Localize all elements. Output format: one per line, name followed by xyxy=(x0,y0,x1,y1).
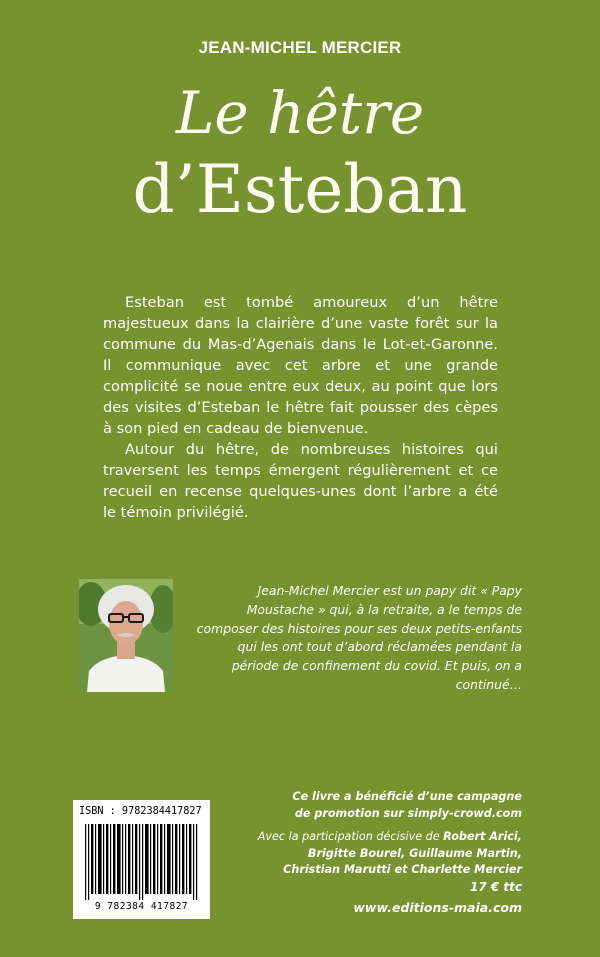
author-photo xyxy=(79,579,173,692)
promo-text xyxy=(262,789,522,822)
credits-intro: Avec la participation décisive de xyxy=(257,830,444,843)
credits-name-2: Brigitte Bourel, Guillaume Martin, xyxy=(307,846,522,860)
author-portrait-icon xyxy=(79,579,173,692)
blurb-paragraph-1: Esteban est tombé amoureux d’un hêtre majestueux dans la clairière d’une vaste forêt sur la commune du Mas-d’Agenais dans le Lot-et-Garonne. Il communique avec cet arbre et une grande complicité se noue entre eux deux, au point que lors des visites d’Esteban le hêtre fait pousser des cèpes à son pied en cadeau de bienvenue. xyxy=(103,294,498,437)
isbn-label: ISBN : 9782384417827 xyxy=(79,806,202,817)
barcode-icon xyxy=(81,824,202,900)
blurb-paragraph-2: Autour du hêtre, de nombreuses histoires qui traversent les temps émergent régulièrement et ce recueil en recense quelques-unes dont l’arbre a été le témoin privilégié. xyxy=(103,441,498,521)
author-bio: Jean-Michel Mercier est un papy dit « Papy Moustache » qui, à la retraite, a le temps de composer des histoires pour ses deux petits-enfants qui les ont tout d’abord réclamées pendant la période de confinement du covid. Et puis, on a continué… xyxy=(196,583,522,692)
price: 17 € ttc xyxy=(470,880,522,894)
book-title-line1: Le hêtre xyxy=(175,79,425,147)
credits-name-1: Robert Arici, xyxy=(443,830,522,843)
credits-line-1 xyxy=(222,829,522,846)
book-title-line2: d’Esteban xyxy=(132,151,468,228)
credits-name-3: Christian Marutti et Charlette Mercier xyxy=(283,863,522,876)
credits-line-3 xyxy=(222,862,522,879)
credits-text xyxy=(222,829,522,879)
promo-line-1: Ce livre a bénéficié d’une campagne xyxy=(292,790,522,803)
barcode-box xyxy=(73,800,210,919)
credits-line-2 xyxy=(222,846,522,863)
book-blurb xyxy=(103,292,498,523)
barcode-digits: 9 782384 417827 xyxy=(94,901,189,912)
publisher-website: www.editions-maia.com xyxy=(353,900,522,915)
promo-line-2: de promotion sur simply-crowd.com xyxy=(294,806,522,820)
author-name: JEAN-MICHEL MERCIER xyxy=(198,38,402,57)
